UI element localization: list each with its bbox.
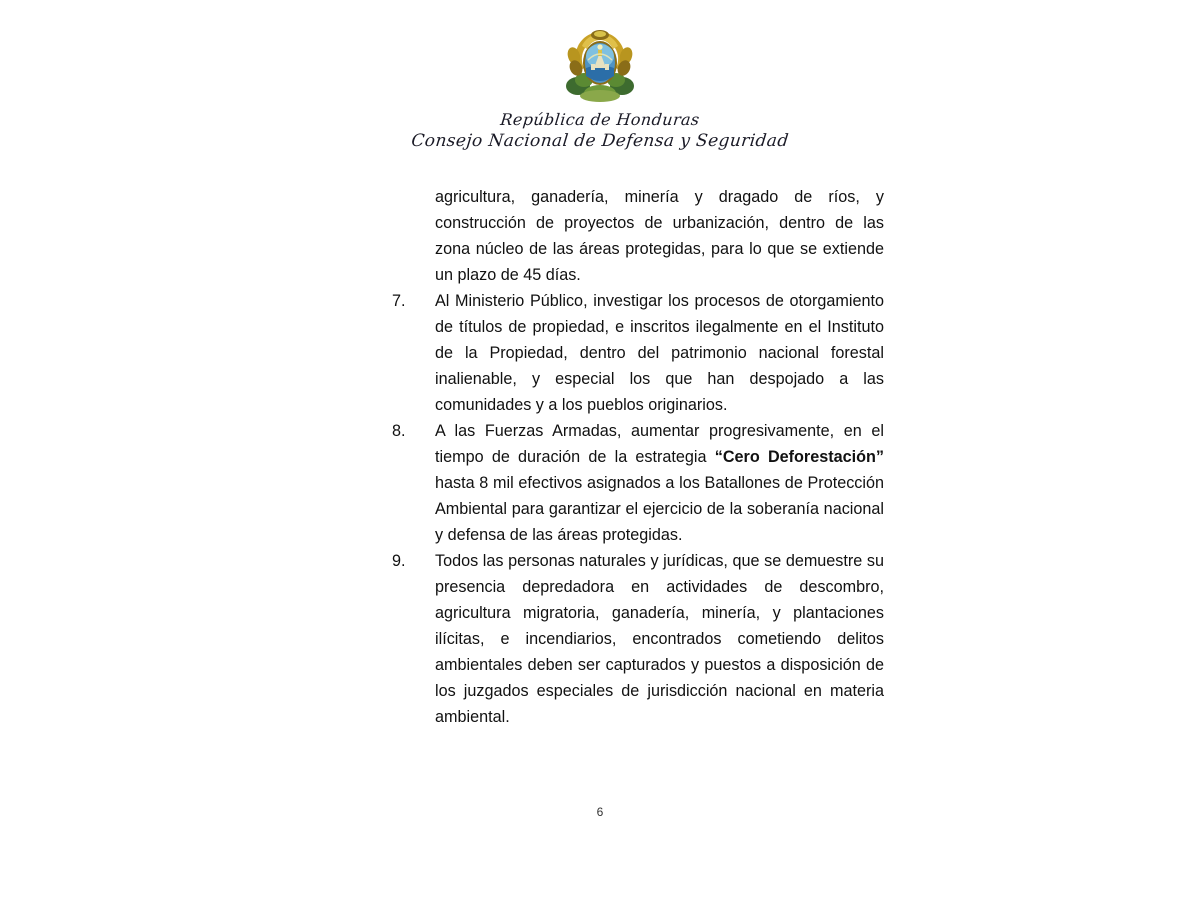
list-item-text-plain: Al Ministerio Público, investigar los procesos de otorgamiento de títulos de propiedad, e inscritos ilegalmente en el Instituto de la Propiedad, dentro del patrimonio nacional forestal inalienable, y especial los que han despojado a las comunidades y a los pueblos originarios. bbox=[435, 292, 884, 414]
document-body bbox=[392, 184, 884, 730]
header-line-consejo: Consejo Nacional de Defensa y Seguridad bbox=[410, 131, 790, 151]
list-item-8 bbox=[392, 418, 884, 548]
list-item-text bbox=[435, 418, 884, 548]
honduras-coat-of-arms-icon bbox=[564, 30, 636, 104]
list-item-text-after-bold: hasta 8 mil efectivos asignados a los Batallones de Protección Ambiental para garantizar el ejercicio de la soberanía nacional y defensa de las áreas protegidas. bbox=[435, 474, 884, 544]
list-item-7 bbox=[392, 288, 884, 418]
list-item-text-before-bold: A las Fuerzas Armadas, aumentar progresivamente, en el tiempo de duración de la estrategia bbox=[435, 422, 884, 466]
list-item-number: 8. bbox=[392, 422, 406, 440]
list-item-text-plain: Todos las personas naturales y jurídicas, que se demuestre su presencia depredadora en actividades de descombro, agricultura migratoria, ganadería, minería, y plantaciones ilícitas, e incendiarios, encontrados cometiendo delitos ambientales deben ser capturados y puestos a disposición de los juzgados especiales de jurisdicción nacional en materia ambiental. bbox=[435, 552, 884, 726]
page-number: 6 bbox=[596, 805, 604, 819]
header-title-block bbox=[0, 112, 1200, 150]
list-item-text bbox=[435, 288, 884, 418]
list-item-9 bbox=[392, 548, 884, 730]
document-header bbox=[0, 30, 1200, 150]
header-line-republica: República de Honduras bbox=[499, 110, 701, 129]
list-item-number: 7. bbox=[392, 292, 406, 310]
list-item-number: 9. bbox=[392, 552, 406, 570]
list-item-text bbox=[435, 548, 884, 730]
continuation-paragraph: agricultura, ganadería, minería y dragado de ríos, y construcción de proyectos de urbanización, dentro de las zona núcleo de las áreas protegidas, para lo que se extiende un plazo de 45 días. bbox=[435, 188, 884, 284]
emphasis-cero-deforestacion: “Cero Deforestación” bbox=[714, 448, 884, 466]
